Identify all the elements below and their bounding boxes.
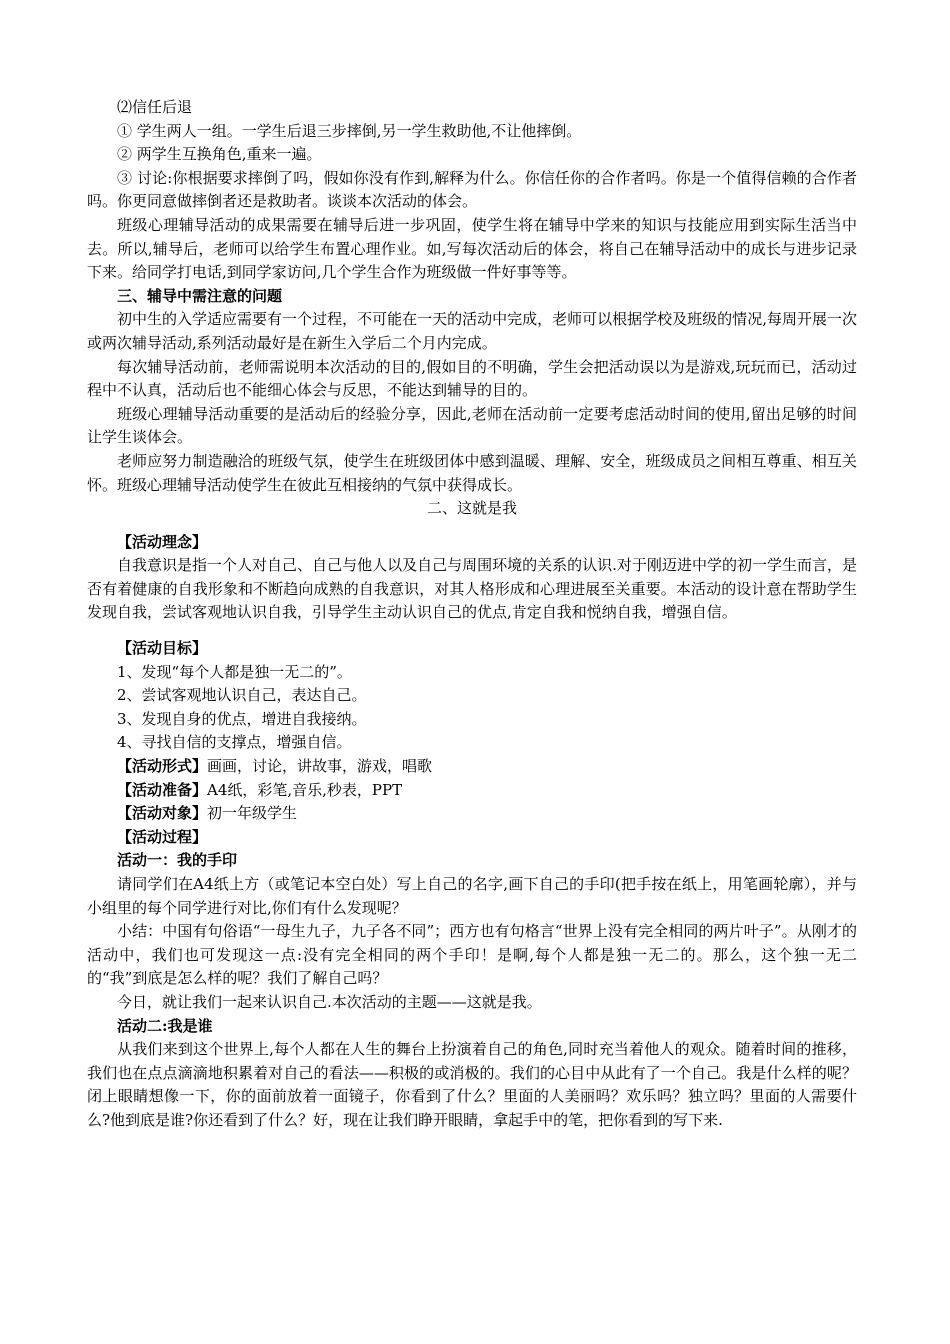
goal-item: 1、发现“每个人都是独一无二的”。 — [117, 662, 352, 681]
activity-target-row — [87, 802, 857, 826]
activity-2-title: 活动二:我是谁 — [117, 1016, 213, 1035]
chapter-title: 二、这就是我 — [426, 499, 517, 518]
activity-target-value: 初一年级学生 — [207, 804, 298, 823]
homework-paragraph: 班级心理辅导活动的成果需要在辅导后进一步巩固，使学生将在辅导中学来的知识与技能应用到实际生活当中去。所以,辅导后，老师可以给学生布置心理作业。如,写每次活动后的体会，将自己在辅导活动中的成长与进步记录下来。给同学打电话,到同学家访问,几个学生合作为班级做一件好事等等。 — [87, 215, 857, 282]
goal-item: 4、寻找自信的支撑点，增强自信。 — [117, 733, 352, 752]
section-3-title: 三、辅导中需注意的问题 — [117, 286, 283, 305]
atmosphere-paragraph: 老师应努力制造融洽的班级气氛，使学生在班级团体中感到温暖、理解、安全，班级成员之间相互尊重、相互关怀。班级心理辅导活动使学生在彼此互相接纳的气氛中获得成长。 — [87, 451, 857, 494]
goal-item: 3、发现自身的优点，增进自我接纳。 — [117, 709, 367, 728]
sharing-paragraph: 班级心理辅导活动重要的是活动后的经验分享，因此,老师在活动前一定要考虑活动时间的使用,留出足够的时间让学生谈体会。 — [87, 404, 857, 447]
activity-form-row — [87, 755, 857, 779]
trust-heading: ⑵信任后退 — [117, 98, 193, 116]
trust-step-1: ① 学生两人一组。一学生后退三步摔倒,另一学生救助他,不让他摔倒。 — [117, 121, 582, 140]
trust-step-2: ② 两学生互换角色,重来一遍。 — [117, 145, 322, 164]
trust-step-3: ③ 讨论:你根据要求摔倒了吗，假如你没有作到,解释为什么。你信任你的合作者吗。你是一个值得信赖的合作者吗。你更同意做摔倒者还是救助者。谈谈本次活动的体会。 — [87, 168, 857, 211]
today-paragraph: 今日，就让我们一起来认识自己.本次活动的主题——这就是我。 — [117, 992, 542, 1011]
activity-form-label: 【活动形式】 — [117, 757, 208, 776]
adaptation-paragraph: 初中生的入学适应需要有一个过程，不可能在一天的活动中完成，老师可以根据学校及班级的情况,每周开展一次或两次辅导活动,系列活动最好是在新生入学后二个月内完成。 — [87, 310, 857, 352]
summary-paragraph: 小结：中国有句俗语“一母生九子，九子各不同”；西方也有句格言“世界上没有完全相同的两片叶子”。从刚才的活动中，我们也可发现这一点:没有完全相同的两个手印！是啊,每个人都是独一无二的。那么，这个独一无二的“我”到底是怎么样的呢？我们了解自己吗？ — [87, 922, 857, 988]
activity-target-label: 【活动对象】 — [117, 804, 208, 823]
activity-prep-value: A4纸，彩笔,音乐,秒表，PPT — [207, 780, 403, 799]
goals-heading: 【活动目标】 — [117, 639, 208, 658]
purpose-paragraph: 每次辅导活动前，老师需说明本次活动的目的,假如目的不明确，学生会把活动误以为是游戏,玩玩而已，活动过程中不认真，活动后也不能细心体会与反思，不能达到辅导的目的。 — [87, 357, 857, 400]
activity-prep-label: 【活动准备】 — [117, 780, 208, 799]
concept-heading: 【活动理念】 — [117, 532, 208, 551]
concept-paragraph: 自我意识是指一个人对自己、自己与他人以及自己与周围环境的关系的认识.对于刚迈进中学的初一学生而言，是否有着健康的自我形象和不断趋向成熟的自我意识，对其人格形成和心理进展至关重要。本活动的设计意在帮助学生发现自我，尝试客观地认识自我，引导学生主动认识自己的优点,肯定自我和悦纳自我，增强自信。 — [87, 556, 857, 622]
activity-prep-row — [87, 779, 857, 803]
activity-1-paragraph: 请同学们在A4纸上方（或笔记本空白处）写上自己的名字,画下自己的手印(把手按在纸上，用笔画轮廓），并与小组里的每个同学进行对比,你们有什么发现呢？ — [87, 875, 857, 917]
activity-1-title: 活动一：我的手印 — [117, 851, 238, 870]
goal-item: 2、尝试客观地认识自己，表达自己。 — [117, 686, 367, 705]
activity-form-value: 画画，讨论，讲故事，游戏，唱歌 — [207, 757, 433, 776]
process-heading: 【活动过程】 — [117, 827, 208, 846]
activity-2-paragraph: 从我们来到这个世界上,每个人都在人生的舞台上扮演着自己的角色,同时充当着他人的观众。随着时间的推移，我们也在点点滴滴地积累着对自己的看法——积极的或消极的。我们的心目中从此有了一个自己。我是什么样的呢？闭上眼睛想像一下，你的面前放着一面镜子，你看到了什么？里面的人美丽吗？欢乐吗？独立吗？里面的人需要什么?他到底是谁?你还看到了什么？好，现在让我们睁开眼睛，拿起手中的笔，把你看到的写下来. — [87, 1040, 857, 1129]
document-page — [87, 96, 857, 1133]
